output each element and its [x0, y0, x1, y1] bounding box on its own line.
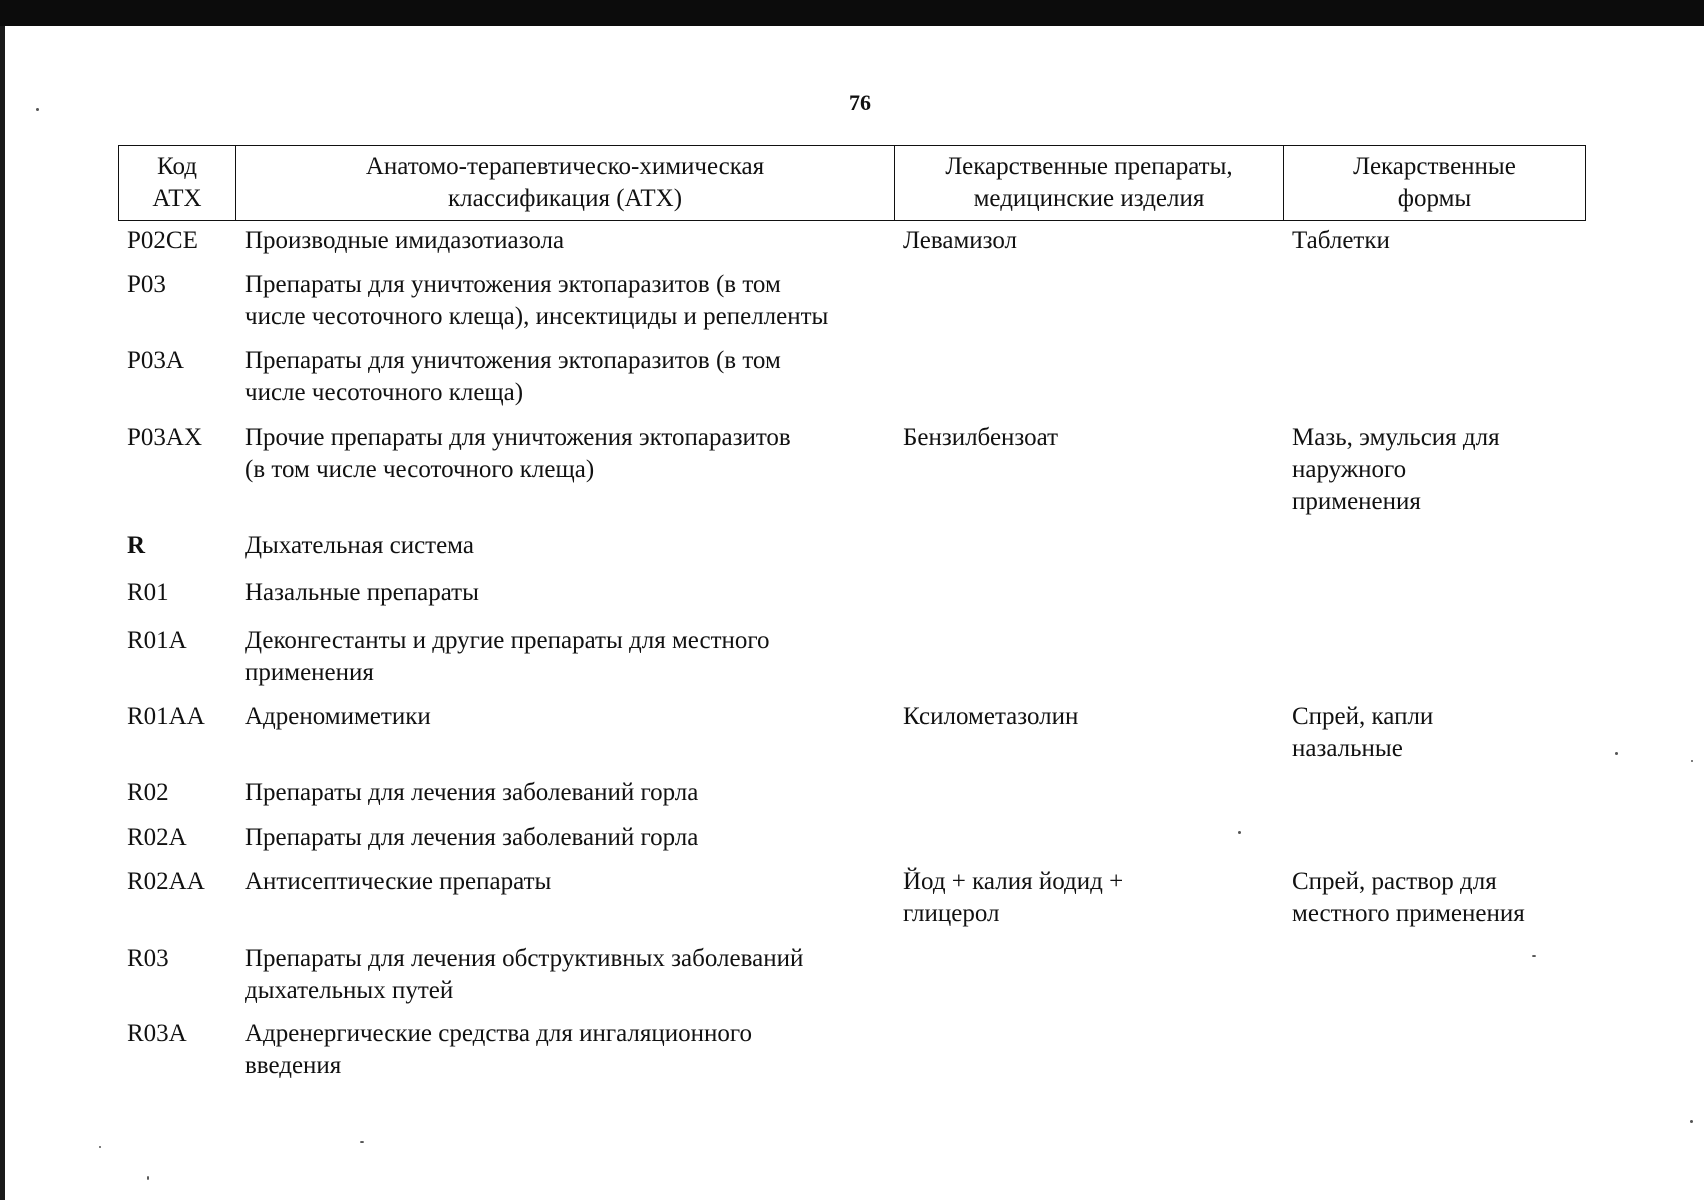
scan-speck [99, 1146, 101, 1148]
row-drug: Левамизол [903, 227, 1018, 254]
row-code: P02CE [127, 227, 198, 254]
scan-speck [1532, 955, 1536, 957]
scan-speck [1691, 760, 1693, 762]
page-number: 76 [849, 90, 871, 115]
row-drug: Йод + калия йодид + глицерол [903, 868, 1124, 927]
row-form: Таблетки [1292, 227, 1390, 254]
row-code: R02AA [127, 868, 205, 895]
row-classification: Препараты для уничтожения эктопаразитов (в том числе чесоточного клеща) [245, 347, 781, 406]
row-classification: Антисептические препараты [245, 868, 552, 895]
row-form: Мазь, эмульсия для наружного применения [1292, 424, 1500, 515]
row-classification: Производные имидазотиазола [245, 227, 565, 254]
row-classification: Препараты для лечения заболеваний горла [245, 779, 699, 806]
row-classification: Дыхательная система [245, 532, 474, 559]
row-classification: Прочие препараты для уничтожения эктопаразитов (в том числе чесоточного клеща) [245, 424, 791, 483]
row-classification: Адреномиметики [245, 703, 431, 730]
scan-speck [1238, 831, 1241, 834]
row-drug: Бензилбензоат [903, 424, 1059, 451]
header-code: Код АТХ [119, 146, 236, 220]
row-code: R01AA [127, 703, 205, 730]
scan-speck [1615, 752, 1618, 755]
row-classification: Адренергические средства для ингаляционного введения [245, 1020, 753, 1079]
row-form: Спрей, раствор для местного применения [1292, 868, 1525, 927]
row-classification: Деконгестанты и другие препараты для местного применения [245, 627, 770, 686]
scan-speck [360, 1141, 364, 1143]
scan-speck [147, 1176, 149, 1180]
row-form: Спрей, капли назальные [1292, 703, 1434, 762]
row-code: R03 [127, 945, 169, 972]
row-classification: Препараты для лечения обструктивных заболеваний дыхательных путей [245, 945, 804, 1004]
scan-speck [36, 108, 39, 111]
row-code: R02A [127, 824, 187, 851]
row-code: R03A [127, 1020, 187, 1047]
scan-speck [1690, 1120, 1693, 1123]
row-classification: Назальные препараты [245, 579, 479, 606]
header-forms: Лекарственные формы [1353, 153, 1516, 212]
header-classification: Анатомо-терапевтическо-химическая классификация (АТХ) [236, 146, 895, 220]
row-drug: Ксилометазолин [903, 703, 1079, 730]
header-drugs: Лекарственные препараты, медицинские изделия [895, 146, 1284, 220]
row-code: P03AX [127, 424, 203, 451]
row-classification: Препараты для уничтожения эктопаразитов (в том числе чесоточного клеща), инсектициды и репелленты [245, 271, 829, 330]
row-code: R01 [127, 579, 169, 606]
row-classification: Препараты для лечения заболеваний горла [245, 824, 699, 851]
row-code: R02 [127, 779, 169, 806]
row-code: P03A [127, 347, 184, 374]
row-code: R01A [127, 627, 187, 654]
row-code: R [127, 532, 146, 559]
row-code: P03 [127, 271, 166, 298]
